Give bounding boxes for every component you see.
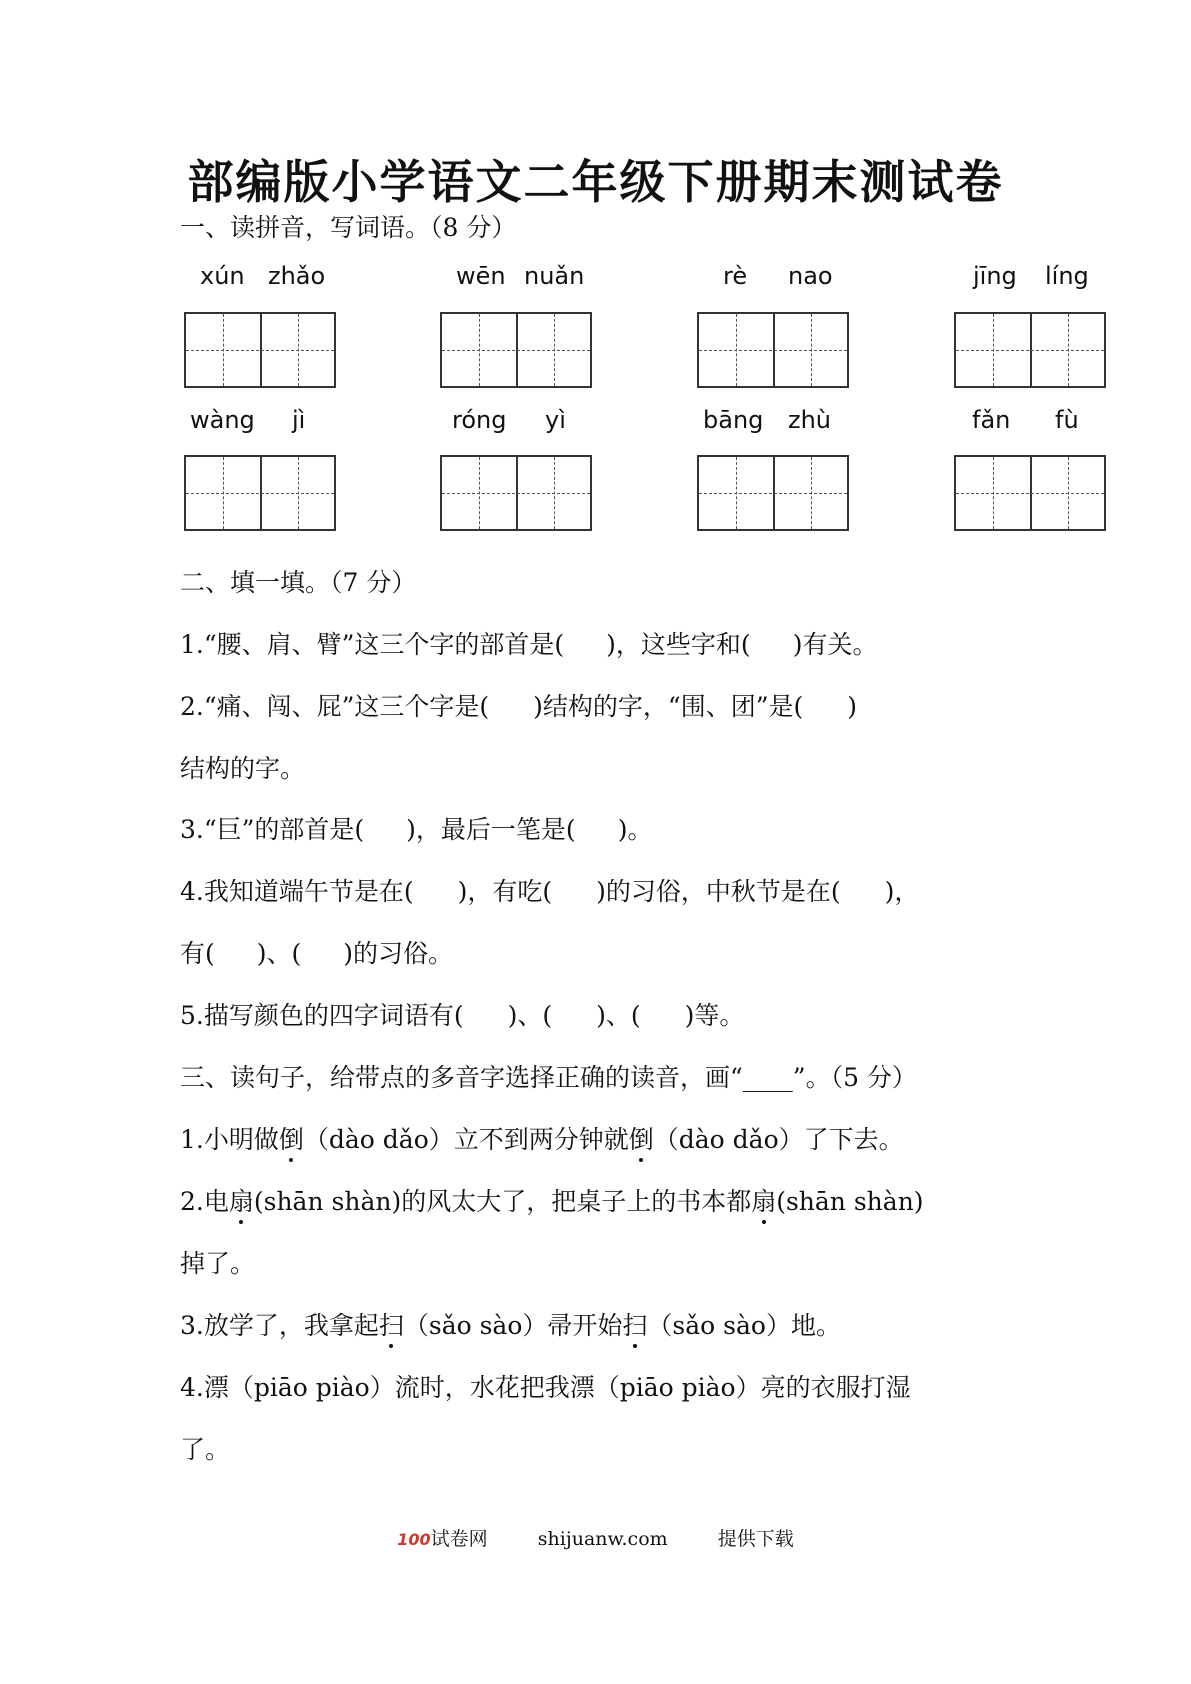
pinyin-2: líng [1045,262,1089,290]
question-line: 掉了。 [180,1249,256,1278]
dotted-char: 倒 [279,1120,304,1156]
pinyin-1: xún [200,262,245,290]
site-url[interactable]: shijuanw.com [537,1528,668,1550]
question-line: 有( )、( )的习俗。 [180,939,454,968]
writing-grid[interactable] [954,455,1106,531]
section2-heading: 二、填一填。（7 分） [180,568,417,597]
writing-grid[interactable] [697,312,849,388]
writing-grid[interactable] [184,312,336,388]
question-line: 4.我知道端午节是在( )，有吃( )的习俗，中秋节是在( )， [180,877,920,906]
question-line: 3.“巨”的部首是( )，最后一笔是( )。 [180,815,653,844]
question-line: 3.放学了，我拿起扫（sǎo sào）帚开始扫（sǎo sào）地。 [180,1306,841,1342]
writing-grid[interactable] [697,455,849,531]
pinyin-1: bāng [703,406,764,434]
question-line: 1.小明做倒（dào dǎo）立不到两分钟就倒（dào dǎo）了下去。 [180,1120,904,1156]
dotted-char: 扇 [751,1182,776,1218]
pinyin-1: rè [723,262,748,290]
section1-heading: 一、读拼音，写词语。（8 分） [180,213,517,242]
pinyin-2: yì [545,406,566,434]
pinyin-1: jīng [973,262,1017,290]
pinyin-1: wēn [456,262,506,290]
pinyin-2: nao [788,262,833,290]
pinyin-2: zhǎo [268,262,326,290]
dotted-char: 扇 [229,1182,254,1218]
question-line: 了。 [180,1435,231,1464]
site-logo: 100 [397,1530,431,1549]
question-line: 5.描写颜色的四字词语有( )、( )、( )等。 [180,1001,745,1030]
dotted-char: 扫 [622,1306,647,1342]
dotted-char: 倒 [629,1120,654,1156]
page-title: 部编版小学语文二年级下册期末测试卷 [187,155,1004,209]
pinyin-2: zhù [788,406,832,434]
question-line: 2.“痛、闯、屁”这三个字是( )结构的字，“围、团”是( ) [180,692,858,721]
question-line: 2.电扇(shān shàn)的风太大了，把桌子上的书本都扇(shān shàn) [180,1182,924,1218]
question-line: 结构的字。 [180,754,306,783]
pinyin-2: fù [1055,406,1079,434]
writing-grid[interactable] [440,455,592,531]
question-line: 4.漂（piāo piào）流时，水花把我漂（piāo piào）亮的衣服打湿 [180,1373,911,1402]
dotted-char: 扫 [379,1306,404,1342]
writing-grid[interactable] [440,312,592,388]
writing-grid[interactable] [184,455,336,531]
pinyin-1: róng [452,406,507,434]
pinyin-2: jì [292,406,306,434]
pinyin-1: fǎn [972,406,1011,434]
question-line: 1.“腰、肩、臂”这三个字的部首是( )，这些字和( )有关。 [180,630,878,659]
writing-grid[interactable] [954,312,1106,388]
footer [0,1524,1191,1551]
site-name: 试卷网 [430,1528,488,1550]
section3-heading: 三、读句子，给带点的多音字选择正确的读音，画“____”。（5 分） [180,1063,917,1092]
pinyin-2: nuǎn [524,262,585,290]
download-note: 提供下载 [717,1528,794,1550]
pinyin-1: wàng [190,406,255,434]
